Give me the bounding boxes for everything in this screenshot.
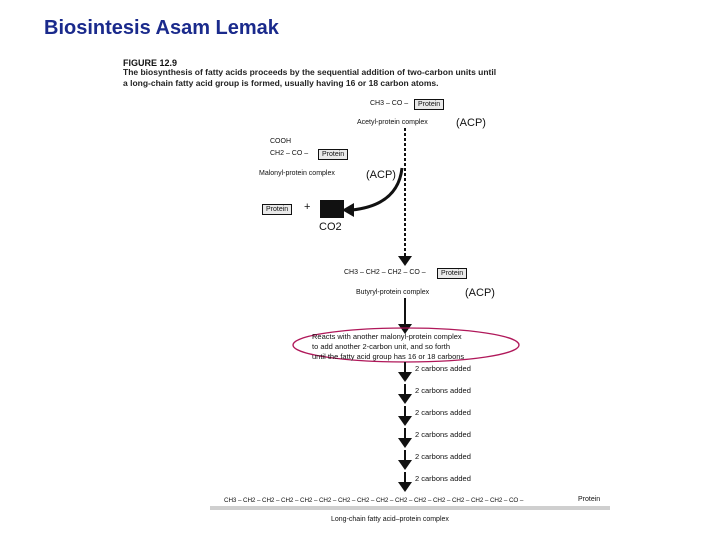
product-underline — [210, 506, 610, 510]
malonyl-label: Malonyl-protein complex — [259, 170, 335, 177]
product-protein: Protein — [578, 496, 601, 503]
butyryl-label: Butyryl-protein complex — [356, 289, 430, 296]
butyryl-formula: CH3 – CH2 – CH2 – CO – — [344, 269, 426, 276]
step-label: 2 carbons added — [415, 430, 471, 439]
malonyl-cooh: COOH — [270, 138, 291, 145]
acetyl-acp: (ACP) — [456, 117, 486, 129]
caption-line: a long-chain fatty acid group is formed, usually having 16 or 18 carbon atoms. — [123, 78, 439, 88]
released-protein-box: Protein — [262, 204, 292, 215]
step-label: 2 carbons added — [415, 408, 471, 417]
malonyl-formula: CH2 – CO – — [270, 150, 309, 157]
co2-label: CO2 — [319, 221, 342, 233]
product-formula: CH3 – CH2 – CH2 – CH2 – CH2 – CH2 – CH2 – CH2 – CH2 – CH2 – CH2 – CH2 – CH2 – CH2 – CH2 – CO – — [224, 497, 524, 504]
butyryl-protein-box: Protein — [437, 268, 467, 279]
step-label: 2 carbons added — [415, 452, 471, 461]
step-arrows — [398, 362, 412, 492]
reacts-line: until the fatty acid group has 16 or 18 carbons — [312, 352, 465, 361]
malonyl-acp: (ACP) — [366, 169, 396, 181]
reacts-line: to add another 2-carbon unit, and so forth — [312, 342, 451, 351]
co2-block — [320, 200, 344, 218]
step-label: 2 carbons added — [415, 364, 471, 373]
acetyl-label: Acetyl-protein complex — [357, 119, 428, 126]
reacts-text — [312, 332, 464, 362]
step-label: 2 carbons added — [415, 474, 471, 483]
acetyl-formula: CH3 – CO – — [370, 100, 409, 107]
butyryl-acp: (ACP) — [465, 287, 495, 299]
acetyl-protein-box: Protein — [414, 99, 444, 110]
caption-line: The biosynthesis of fatty acids proceeds by the sequential addition of two-carbon units until — [123, 67, 497, 77]
malonyl-protein-box: Protein — [318, 149, 348, 160]
step-label: 2 carbons added — [415, 386, 471, 395]
reacts-line: Reacts with another malonyl-protein complex — [312, 332, 462, 341]
product-label: Long-chain fatty acid–protein complex — [331, 516, 449, 523]
figure-number: FIGURE 12.9 — [123, 58, 178, 68]
arrow-to-butyryl — [398, 256, 412, 266]
slide-title: Biosintesis Asam Lemak — [44, 17, 279, 39]
plus-sign: + — [304, 201, 311, 213]
